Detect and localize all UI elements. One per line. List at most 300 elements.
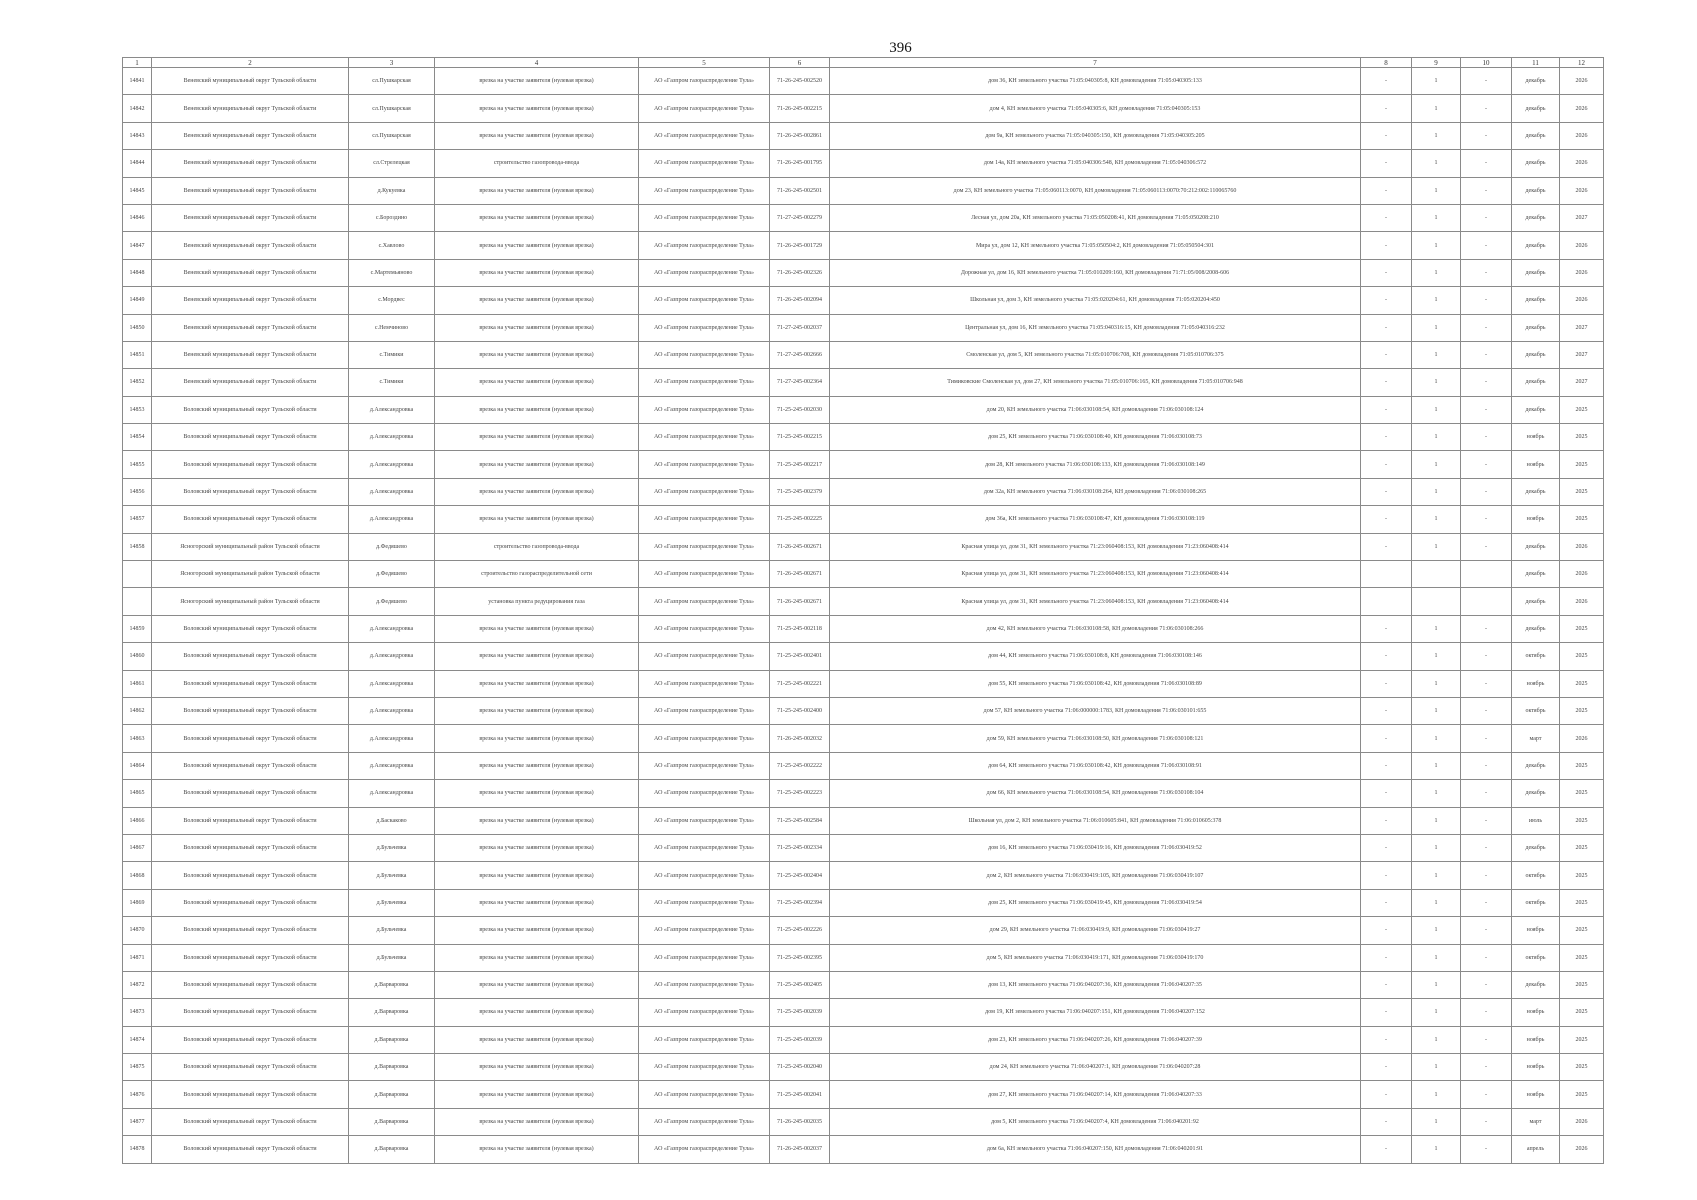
month-cell: декабрь [1512, 752, 1560, 779]
quantity-cell: 1 [1412, 314, 1461, 341]
month-cell: декабрь [1512, 95, 1560, 122]
quantity-cell: 1 [1412, 341, 1461, 368]
column-8-cell: - [1361, 122, 1412, 149]
column-10-cell: - [1461, 889, 1512, 916]
month-cell: март [1512, 725, 1560, 752]
request-number-cell: 71-26-245-001729 [770, 232, 830, 259]
table-row [123, 451, 1604, 478]
settlement-cell: д.Александровка [349, 697, 435, 724]
request-number-cell: 71-26-245-002501 [770, 177, 830, 204]
organization-cell: АО «Газпром газораспределение Тула» [639, 204, 770, 231]
column-10-cell: - [1461, 999, 1512, 1026]
settlement-cell: д.Варваровка [349, 1026, 435, 1053]
table-row [123, 807, 1604, 834]
organization-cell: АО «Газпром газораспределение Тула» [639, 68, 770, 95]
month-cell: декабрь [1512, 588, 1560, 615]
table-row [123, 478, 1604, 505]
quantity-cell: 1 [1412, 1026, 1461, 1053]
municipality-cell: Воловский муниципальный округ Тульской области [152, 944, 349, 971]
table-row [123, 341, 1604, 368]
month-cell: декабрь [1512, 834, 1560, 861]
quantity-cell: 1 [1412, 999, 1461, 1026]
organization-cell: АО «Газпром газораспределение Тула» [639, 615, 770, 642]
month-cell: декабрь [1512, 314, 1560, 341]
column-10-cell: - [1461, 204, 1512, 231]
request-number-cell: 71-27-245-002279 [770, 204, 830, 231]
column-10-cell: - [1461, 944, 1512, 971]
municipality-cell: Воловский муниципальный округ Тульской области [152, 643, 349, 670]
address-cadastral-cell: дом 28, КН земельного участка 71:06:030108:133, КН домовладения 71:06:030108:149 [830, 451, 1361, 478]
municipality-cell: Воловский муниципальный округ Тульской области [152, 971, 349, 998]
address-cadastral-cell: дом 23, КН земельного участка 71:05:060113:0070, КН домовладения 71:05:060113:0070:70:212:002:110065760 [830, 177, 1361, 204]
organization-cell: АО «Газпром газораспределение Тула» [639, 725, 770, 752]
municipality-cell: Веневский муниципальный округ Тульской области [152, 177, 349, 204]
column-8-cell: - [1361, 204, 1412, 231]
request-number-cell: 71-26-245-002861 [770, 122, 830, 149]
table-row [123, 533, 1604, 560]
column-8-cell: - [1361, 752, 1412, 779]
quantity-cell: 1 [1412, 643, 1461, 670]
record-number-cell: 14857 [123, 506, 152, 533]
month-cell: ноябрь [1512, 999, 1560, 1026]
month-cell: март [1512, 1108, 1560, 1135]
month-cell: ноябрь [1512, 506, 1560, 533]
request-number-cell: 71-25-245-002222 [770, 752, 830, 779]
quantity-cell: 1 [1412, 369, 1461, 396]
request-number-cell: 71-25-245-002217 [770, 451, 830, 478]
address-cadastral-cell: дом 27, КН земельного участка 71:06:040207:14, КН домовладения 71:06:040207:33 [830, 1081, 1361, 1108]
table-row [123, 615, 1604, 642]
table-row [123, 396, 1604, 423]
column-10-cell: - [1461, 232, 1512, 259]
work-type-cell: врезка на участке заявителя (нулевая врезка) [435, 232, 639, 259]
request-number-cell: 71-25-245-002401 [770, 643, 830, 670]
year-cell: 2025 [1560, 889, 1604, 916]
work-type-cell: врезка на участке заявителя (нулевая врезка) [435, 807, 639, 834]
month-cell: декабрь [1512, 369, 1560, 396]
year-cell: 2027 [1560, 369, 1604, 396]
record-number-cell: 14844 [123, 150, 152, 177]
organization-cell: АО «Газпром газораспределение Тула» [639, 314, 770, 341]
month-cell: октябрь [1512, 944, 1560, 971]
organization-cell: АО «Газпром газораспределение Тула» [639, 232, 770, 259]
settlement-cell: сл.Пушкарская [349, 68, 435, 95]
municipality-cell: Веневский муниципальный округ Тульской области [152, 232, 349, 259]
month-cell: декабрь [1512, 232, 1560, 259]
settlement-cell: д.Александровка [349, 670, 435, 697]
organization-cell: АО «Газпром газораспределение Тула» [639, 478, 770, 505]
settlement-cell: д.Александровка [349, 451, 435, 478]
settlement-cell: д.Бульчевка [349, 917, 435, 944]
record-number-cell: 14876 [123, 1081, 152, 1108]
settlement-cell: д.Александровка [349, 615, 435, 642]
column-number-header: 9 [1412, 58, 1461, 68]
column-8-cell: - [1361, 506, 1412, 533]
organization-cell: АО «Газпром газораспределение Тула» [639, 807, 770, 834]
record-number-cell: 14862 [123, 697, 152, 724]
year-cell: 2025 [1560, 424, 1604, 451]
address-cadastral-cell: дом 36, КН земельного участка 71:05:040305:8, КН домовладения 71:05:040305:133 [830, 68, 1361, 95]
work-type-cell: строительство газопровода-ввода [435, 150, 639, 177]
column-10-cell: - [1461, 1054, 1512, 1081]
column-10-cell: - [1461, 807, 1512, 834]
request-number-cell: 71-25-245-002400 [770, 697, 830, 724]
table-row [123, 917, 1604, 944]
work-type-cell: врезка на участке заявителя (нулевая врезка) [435, 862, 639, 889]
municipality-cell: Воловский муниципальный округ Тульской области [152, 615, 349, 642]
organization-cell: АО «Газпром газораспределение Тула» [639, 122, 770, 149]
organization-cell: АО «Газпром газораспределение Тула» [639, 670, 770, 697]
settlement-cell: с.Бороздино [349, 204, 435, 231]
request-number-cell: 71-26-245-002671 [770, 588, 830, 615]
year-cell: 2025 [1560, 670, 1604, 697]
year-cell: 2025 [1560, 752, 1604, 779]
municipality-cell: Воловский муниципальный округ Тульской области [152, 1108, 349, 1135]
quantity-cell: 1 [1412, 834, 1461, 861]
request-number-cell: 71-25-245-002221 [770, 670, 830, 697]
table-row [123, 369, 1604, 396]
request-number-cell: 71-27-245-002037 [770, 314, 830, 341]
municipality-cell: Веневский муниципальный округ Тульской области [152, 287, 349, 314]
column-10-cell: - [1461, 478, 1512, 505]
work-type-cell: врезка на участке заявителя (нулевая врезка) [435, 68, 639, 95]
column-10-cell: - [1461, 533, 1512, 560]
address-cadastral-cell: дом 25, КН земельного участка 71:06:030419:45, КН домовладения 71:06:030419:54 [830, 889, 1361, 916]
column-8-cell: - [1361, 95, 1412, 122]
work-type-cell: врезка на участке заявителя (нулевая врезка) [435, 341, 639, 368]
quantity-cell [1412, 561, 1461, 588]
column-8-cell: - [1361, 424, 1412, 451]
record-number-cell: 14852 [123, 369, 152, 396]
municipality-cell: Воловский муниципальный округ Тульской области [152, 424, 349, 451]
municipality-cell: Воловский муниципальный округ Тульской области [152, 1081, 349, 1108]
year-cell: 2025 [1560, 1081, 1604, 1108]
month-cell: декабрь [1512, 150, 1560, 177]
column-8-cell: - [1361, 259, 1412, 286]
request-number-cell: 71-26-245-002671 [770, 533, 830, 560]
address-cadastral-cell: дом 5, КН земельного участка 71:06:030419:171, КН домовладения 71:06:030419:170 [830, 944, 1361, 971]
month-cell: декабрь [1512, 615, 1560, 642]
table-row [123, 287, 1604, 314]
request-number-cell: 71-26-245-002215 [770, 95, 830, 122]
column-8-cell: - [1361, 396, 1412, 423]
record-number-cell: 14874 [123, 1026, 152, 1053]
column-10-cell: - [1461, 615, 1512, 642]
request-number-cell: 71-26-245-002671 [770, 561, 830, 588]
settlement-cell: сл.Стрелецкая [349, 150, 435, 177]
request-number-cell: 71-25-245-002395 [770, 944, 830, 971]
record-number-cell: 14849 [123, 287, 152, 314]
month-cell: декабрь [1512, 122, 1560, 149]
column-10-cell: - [1461, 259, 1512, 286]
table-row [123, 150, 1604, 177]
work-type-cell: врезка на участке заявителя (нулевая врезка) [435, 451, 639, 478]
work-type-cell: врезка на участке заявителя (нулевая врезка) [435, 643, 639, 670]
year-cell: 2026 [1560, 1108, 1604, 1135]
column-number-header: 5 [639, 58, 770, 68]
column-8-cell: - [1361, 999, 1412, 1026]
page-number: 396 [889, 40, 912, 56]
quantity-cell: 1 [1412, 971, 1461, 998]
table-row [123, 259, 1604, 286]
request-number-cell: 71-25-245-002225 [770, 506, 830, 533]
column-number-header: 7 [830, 58, 1361, 68]
settlement-cell: д.Александровка [349, 752, 435, 779]
municipality-cell: Веневский муниципальный округ Тульской области [152, 95, 349, 122]
work-type-cell: врезка на участке заявителя (нулевая врезка) [435, 424, 639, 451]
settlement-cell: сл.Пушкарская [349, 95, 435, 122]
settlement-cell: д.Федяшево [349, 561, 435, 588]
year-cell: 2026 [1560, 232, 1604, 259]
request-number-cell: 71-25-245-002041 [770, 1081, 830, 1108]
request-number-cell: 71-25-245-002404 [770, 862, 830, 889]
address-cadastral-cell: дом 5, КН земельного участка 71:06:040207:4, КН домовладения 71:06:040201:92 [830, 1108, 1361, 1135]
organization-cell: АО «Газпром газораспределение Тула» [639, 287, 770, 314]
quantity-cell: 1 [1412, 1108, 1461, 1135]
work-type-cell: врезка на участке заявителя (нулевая врезка) [435, 478, 639, 505]
work-type-cell: врезка на участке заявителя (нулевая врезка) [435, 204, 639, 231]
quantity-cell: 1 [1412, 232, 1461, 259]
address-cadastral-cell: дом 66, КН земельного участка 71:06:030108:54, КН домовладения 71:06:030108:104 [830, 780, 1361, 807]
quantity-cell: 1 [1412, 725, 1461, 752]
year-cell: 2026 [1560, 588, 1604, 615]
municipality-cell: Воловский муниципальный округ Тульской области [152, 478, 349, 505]
year-cell: 2026 [1560, 259, 1604, 286]
quantity-cell: 1 [1412, 944, 1461, 971]
request-number-cell: 71-25-245-002223 [770, 780, 830, 807]
settlement-cell: д.Александровка [349, 725, 435, 752]
year-cell: 2026 [1560, 122, 1604, 149]
address-cadastral-cell: Лесная ул, дом 20а, КН земельного участка 71:05:050208:41, КН домовладения 71:05:050208:210 [830, 204, 1361, 231]
column-8-cell: - [1361, 533, 1412, 560]
settlement-cell: д.Варваровка [349, 1108, 435, 1135]
year-cell: 2027 [1560, 341, 1604, 368]
table-row [123, 1108, 1604, 1135]
month-cell: ноябрь [1512, 424, 1560, 451]
table-row [123, 177, 1604, 204]
record-number-cell: 14853 [123, 396, 152, 423]
quantity-cell: 1 [1412, 862, 1461, 889]
record-number-cell: 14867 [123, 834, 152, 861]
address-cadastral-cell: Смоленская ул, дом 5, КН земельного участка 71:05:010706:708, КН домовладения 71:05:010706:375 [830, 341, 1361, 368]
organization-cell: АО «Газпром газораспределение Тула» [639, 1108, 770, 1135]
quantity-cell: 1 [1412, 780, 1461, 807]
month-cell: декабрь [1512, 478, 1560, 505]
request-number-cell: 71-25-245-002039 [770, 1026, 830, 1053]
address-cadastral-cell: дом 23, КН земельного участка 71:06:040207:26, КН домовладения 71:06:040207:39 [830, 1026, 1361, 1053]
request-number-cell: 71-26-245-002035 [770, 1108, 830, 1135]
column-8-cell: - [1361, 1108, 1412, 1135]
organization-cell: АО «Газпром газораспределение Тула» [639, 834, 770, 861]
settlement-cell: с.Хавлово [349, 232, 435, 259]
record-number-cell: 14848 [123, 259, 152, 286]
organization-cell: АО «Газпром газораспределение Тула» [639, 752, 770, 779]
column-10-cell: - [1461, 697, 1512, 724]
table-row [123, 643, 1604, 670]
settlement-cell: д.Александровка [349, 478, 435, 505]
work-type-cell: врезка на участке заявителя (нулевая врезка) [435, 917, 639, 944]
record-number-cell: 14847 [123, 232, 152, 259]
work-type-cell: установка пункта редуцирования газа [435, 588, 639, 615]
address-cadastral-cell: дом 13, КН земельного участка 71:06:040207:36, КН домовладения 71:06:040207:35 [830, 971, 1361, 998]
request-number-cell: 71-25-245-002584 [770, 807, 830, 834]
record-number-cell: 14877 [123, 1108, 152, 1135]
registry-table [122, 57, 1604, 1164]
municipality-cell: Веневский муниципальный округ Тульской области [152, 314, 349, 341]
work-type-cell: врезка на участке заявителя (нулевая врезка) [435, 287, 639, 314]
address-cadastral-cell: дом 55, КН земельного участка 71:06:030108:42, КН домовладения 71:06:030108:89 [830, 670, 1361, 697]
year-cell: 2025 [1560, 999, 1604, 1026]
table-row [123, 314, 1604, 341]
table-row [123, 68, 1604, 95]
work-type-cell: врезка на участке заявителя (нулевая врезка) [435, 670, 639, 697]
table-row [123, 561, 1604, 588]
column-number-header: 8 [1361, 58, 1412, 68]
table-row [123, 752, 1604, 779]
table-row [123, 944, 1604, 971]
column-8-cell: - [1361, 889, 1412, 916]
column-8-cell: - [1361, 287, 1412, 314]
municipality-cell: Воловский муниципальный округ Тульской области [152, 1054, 349, 1081]
year-cell: 2025 [1560, 834, 1604, 861]
settlement-cell: д.Александровка [349, 643, 435, 670]
table-row [123, 1136, 1604, 1163]
request-number-cell: 71-25-245-002118 [770, 615, 830, 642]
month-cell: ноябрь [1512, 670, 1560, 697]
column-8-cell: - [1361, 670, 1412, 697]
organization-cell: АО «Газпром газораспределение Тула» [639, 341, 770, 368]
column-number-header: 4 [435, 58, 639, 68]
month-cell: декабрь [1512, 259, 1560, 286]
year-cell: 2025 [1560, 862, 1604, 889]
address-cadastral-cell: дом 4, КН земельного участка 71:05:040305:6, КН домовладения 71:05:040305:153 [830, 95, 1361, 122]
work-type-cell: врезка на участке заявителя (нулевая врезка) [435, 780, 639, 807]
column-8-cell: - [1361, 1081, 1412, 1108]
municipality-cell: Воловский муниципальный округ Тульской области [152, 1136, 349, 1163]
column-8-cell: - [1361, 150, 1412, 177]
month-cell: декабрь [1512, 533, 1560, 560]
work-type-cell: врезка на участке заявителя (нулевая врезка) [435, 95, 639, 122]
work-type-cell: врезка на участке заявителя (нулевая врезка) [435, 1026, 639, 1053]
quantity-cell: 1 [1412, 396, 1461, 423]
table-row [123, 862, 1604, 889]
municipality-cell: Веневский муниципальный округ Тульской области [152, 68, 349, 95]
request-number-cell: 71-26-245-002032 [770, 725, 830, 752]
column-8-cell: - [1361, 451, 1412, 478]
year-cell: 2025 [1560, 971, 1604, 998]
organization-cell: АО «Газпром газораспределение Тула» [639, 697, 770, 724]
municipality-cell: Воловский муниципальный округ Тульской области [152, 834, 349, 861]
month-cell: декабрь [1512, 780, 1560, 807]
column-10-cell: - [1461, 862, 1512, 889]
column-8-cell: - [1361, 862, 1412, 889]
organization-cell: АО «Газпром газораспределение Тула» [639, 506, 770, 533]
quantity-cell: 1 [1412, 1136, 1461, 1163]
request-number-cell: 71-27-245-002364 [770, 369, 830, 396]
column-8-cell: - [1361, 697, 1412, 724]
organization-cell: АО «Газпром газораспределение Тула» [639, 95, 770, 122]
municipality-cell: Веневский муниципальный округ Тульской области [152, 150, 349, 177]
work-type-cell: врезка на участке заявителя (нулевая врезка) [435, 506, 639, 533]
settlement-cell: сл.Пушкарская [349, 122, 435, 149]
work-type-cell: врезка на участке заявителя (нулевая врезка) [435, 834, 639, 861]
settlement-cell: д.Варваровка [349, 1136, 435, 1163]
address-cadastral-cell: дом 25, КН земельного участка 71:06:030108:40, КН домовладения 71:06:030108:73 [830, 424, 1361, 451]
address-cadastral-cell: Красная улица ул, дом 31, КН земельного участка 71:23:060408:153, КН домовладения 71:23:060408:414 [830, 588, 1361, 615]
record-number-cell: 14864 [123, 752, 152, 779]
year-cell: 2025 [1560, 917, 1604, 944]
column-8-cell [1361, 561, 1412, 588]
column-10-cell [1461, 561, 1512, 588]
municipality-cell: Веневский муниципальный округ Тульской области [152, 259, 349, 286]
record-number-cell: 14870 [123, 917, 152, 944]
address-cadastral-cell: Школьная ул, дом 2, КН земельного участка 71:06:010605:841, КН домовладения 71:06:010605:378 [830, 807, 1361, 834]
year-cell: 2026 [1560, 533, 1604, 560]
municipality-cell: Ясногорский муниципальный район Тульской области [152, 561, 349, 588]
municipality-cell: Ясногорский муниципальный район Тульской области [152, 588, 349, 615]
municipality-cell: Воловский муниципальный округ Тульской области [152, 917, 349, 944]
address-cadastral-cell: дом 9а, КН земельного участка 71:05:040305:150, КН домовладения 71:05:040305:205 [830, 122, 1361, 149]
table-row [123, 424, 1604, 451]
quantity-cell: 1 [1412, 95, 1461, 122]
organization-cell: АО «Газпром газораспределение Тула» [639, 396, 770, 423]
request-number-cell: 71-26-245-002520 [770, 68, 830, 95]
year-cell: 2025 [1560, 1054, 1604, 1081]
column-10-cell: - [1461, 1026, 1512, 1053]
table-row [123, 971, 1604, 998]
record-number-cell: 14854 [123, 424, 152, 451]
settlement-cell: д.Александровка [349, 780, 435, 807]
quantity-cell: 1 [1412, 204, 1461, 231]
address-cadastral-cell: дом 20, КН земельного участка 71:06:030108:54, КН домовладения 71:06:030108:124 [830, 396, 1361, 423]
year-cell: 2026 [1560, 95, 1604, 122]
year-cell: 2025 [1560, 780, 1604, 807]
column-10-cell: - [1461, 670, 1512, 697]
column-10-cell: - [1461, 177, 1512, 204]
request-number-cell: 71-25-245-002226 [770, 917, 830, 944]
month-cell: декабрь [1512, 204, 1560, 231]
year-cell: 2026 [1560, 725, 1604, 752]
column-10-cell: - [1461, 1136, 1512, 1163]
address-cadastral-cell: Красная улица ул, дом 31, КН земельного участка 71:23:060408:153, КН домовладения 71:23:060408:414 [830, 533, 1361, 560]
year-cell: 2027 [1560, 204, 1604, 231]
month-cell: декабрь [1512, 561, 1560, 588]
table-row [123, 834, 1604, 861]
settlement-cell: д.Бульчевка [349, 862, 435, 889]
address-cadastral-cell: дом 2, КН земельного участка 71:06:030419:105, КН домовладения 71:06:030419:107 [830, 862, 1361, 889]
table-row [123, 204, 1604, 231]
request-number-cell: 71-25-245-002334 [770, 834, 830, 861]
column-10-cell [1461, 588, 1512, 615]
address-cadastral-cell: дом 29, КН земельного участка 71:06:030419:9, КН домовладения 71:06:030419:27 [830, 917, 1361, 944]
address-cadastral-cell: дом 32а, КН земельного участка 71:06:030108:264, КН домовладения 71:06:030108:265 [830, 478, 1361, 505]
work-type-cell: врезка на участке заявителя (нулевая врезка) [435, 1108, 639, 1135]
table-row [123, 999, 1604, 1026]
municipality-cell: Воловский муниципальный округ Тульской области [152, 780, 349, 807]
month-cell: ноябрь [1512, 917, 1560, 944]
column-8-cell: - [1361, 971, 1412, 998]
year-cell: 2025 [1560, 478, 1604, 505]
column-8-cell: - [1361, 478, 1412, 505]
organization-cell: АО «Газпром газораспределение Тула» [639, 780, 770, 807]
year-cell: 2025 [1560, 615, 1604, 642]
organization-cell: АО «Газпром газораспределение Тула» [639, 561, 770, 588]
column-8-cell: - [1361, 341, 1412, 368]
column-10-cell: - [1461, 150, 1512, 177]
organization-cell: АО «Газпром газораспределение Тула» [639, 588, 770, 615]
work-type-cell: врезка на участке заявителя (нулевая врезка) [435, 314, 639, 341]
column-number-header: 11 [1512, 58, 1560, 68]
